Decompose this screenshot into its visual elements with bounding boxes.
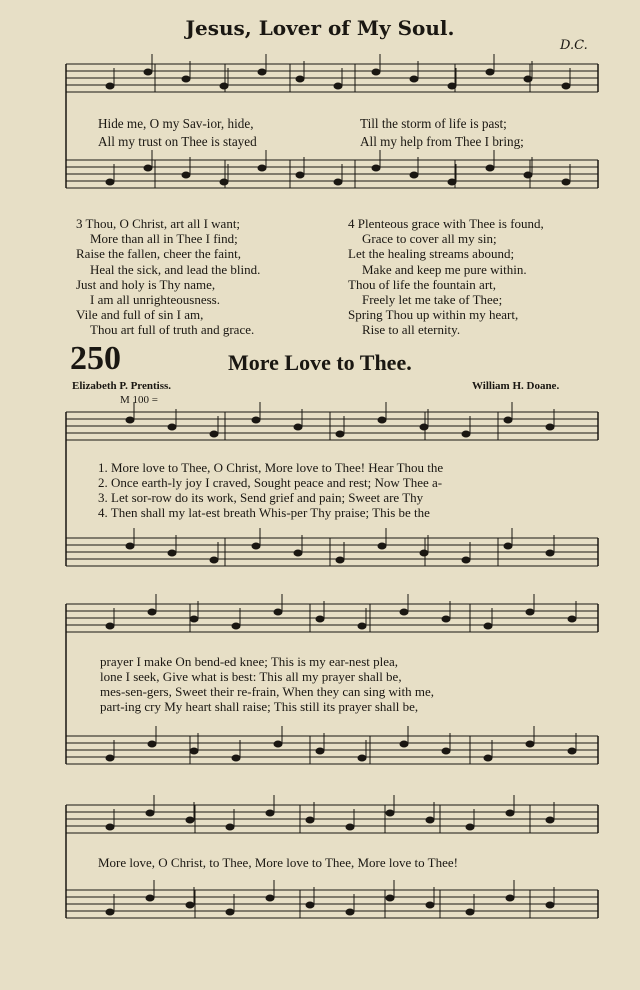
note-head — [386, 895, 394, 901]
note-head — [148, 609, 156, 615]
lyric-verse-line: lone I seek, Give what is best: This all my prayer shall be, — [100, 669, 402, 684]
note-head — [504, 417, 512, 423]
note-head — [258, 69, 266, 75]
da-capo-mark: D.C. — [560, 38, 588, 53]
note-head — [562, 179, 570, 185]
note-head — [358, 623, 366, 629]
note-head — [420, 424, 428, 430]
note-head — [316, 748, 324, 754]
note-head — [168, 550, 176, 556]
lyric-verse-line: prayer I make On bend-ed knee; This is my ear-nest plea, — [100, 654, 399, 669]
note-head — [258, 165, 266, 171]
note-head — [462, 557, 470, 563]
verse-line: Thou of life the fountain art, — [348, 276, 497, 292]
verse-line: Rise to all eternity. — [362, 322, 461, 338]
hymn-title-jesus-lover: Jesus, Lover of My Soul. — [185, 16, 455, 40]
verse-line: Thou art full of truth and grace. — [90, 322, 255, 338]
note-head — [372, 165, 380, 171]
note-head — [266, 810, 274, 816]
note-head — [486, 69, 494, 75]
lyric-verse-line: mes-sen-gers, Sweet their re-frain, When they can sing with me, — [100, 684, 435, 699]
note-head — [484, 623, 492, 629]
note-head — [316, 616, 324, 622]
note-head — [146, 895, 154, 901]
system2-lyrics — [100, 654, 434, 714]
verse-line: Spring Thou up within my heart, — [348, 307, 519, 323]
note-head — [546, 902, 554, 908]
note-head — [466, 824, 474, 830]
verse-line: Make and keep me pure within. — [362, 261, 527, 277]
note-head — [148, 741, 156, 747]
verse-line: Freely let me take of Thee; — [362, 292, 503, 308]
note-head — [182, 76, 190, 82]
verse-line: Vile and full of sin I am, — [76, 307, 204, 323]
note-head — [462, 431, 470, 437]
note-head — [526, 609, 534, 615]
tempo-mark: M 100 = — [120, 394, 158, 406]
verse-line: Heal the sick, and lead the blind. — [90, 261, 261, 277]
note-head — [400, 609, 408, 615]
note-head — [386, 810, 394, 816]
hymn-number: 250 — [70, 340, 121, 377]
note-head — [568, 748, 576, 754]
system1-lyrics — [98, 460, 443, 520]
lyric-verse-line: 3. Let sor-row do its work, Send grief and pain; Sweet are Thy — [98, 490, 424, 505]
note-head — [106, 909, 114, 915]
note-head — [220, 83, 228, 89]
verse-4 — [348, 216, 544, 338]
note-head — [378, 543, 386, 549]
verse-line: Let the healing streams abound; — [348, 246, 515, 262]
top-lyric-line1-b: Till the storm of life is past; — [360, 116, 507, 131]
note-head — [220, 179, 228, 185]
note-head — [442, 748, 450, 754]
note-head — [306, 902, 314, 908]
note-head — [182, 172, 190, 178]
note-head — [252, 417, 260, 423]
note-head — [232, 755, 240, 761]
note-head — [448, 83, 456, 89]
hymn-title-more-love: More Love to Thee. — [228, 350, 412, 375]
composer-credit: William H. Doane. — [472, 380, 560, 392]
note-head — [420, 550, 428, 556]
note-head — [506, 810, 514, 816]
note-head — [274, 741, 282, 747]
verse-line: More than all in Thee I find; — [90, 231, 238, 247]
verse-line: 3 Thou, O Christ, art all I want; — [76, 216, 241, 231]
note-head — [442, 616, 450, 622]
note-head — [190, 616, 198, 622]
note-head — [146, 810, 154, 816]
note-head — [484, 755, 492, 761]
note-head — [358, 755, 366, 761]
note-head — [144, 69, 152, 75]
note-head — [106, 755, 114, 761]
verse-line: 4 Plenteous grace with Thee is found, — [348, 216, 544, 231]
note-head — [210, 431, 218, 437]
note-head — [106, 824, 114, 830]
note-head — [448, 179, 456, 185]
note-head — [106, 623, 114, 629]
system3-lyrics: More love, O Christ, to Thee, More love to Thee, More love to Thee! — [98, 855, 458, 870]
note-head — [524, 76, 532, 82]
note-head — [186, 817, 194, 823]
note-head — [126, 417, 134, 423]
note-head — [562, 83, 570, 89]
note-head — [504, 543, 512, 549]
note-head — [486, 165, 494, 171]
note-head — [306, 817, 314, 823]
author-credit: Elizabeth P. Prentiss. — [72, 380, 172, 392]
note-head — [294, 424, 302, 430]
note-head — [106, 179, 114, 185]
verse-line: Raise the fallen, cheer the faint, — [76, 246, 241, 262]
note-head — [410, 76, 418, 82]
note-head — [226, 824, 234, 830]
note-head — [294, 550, 302, 556]
note-head — [144, 165, 152, 171]
verse-3 — [76, 216, 260, 338]
note-head — [426, 817, 434, 823]
note-head — [186, 902, 194, 908]
note-head — [226, 909, 234, 915]
verse-line: I am all unrighteousness. — [90, 292, 220, 308]
note-head — [378, 417, 386, 423]
verse-line: Grace to cover all my sin; — [362, 231, 497, 247]
note-head — [168, 424, 176, 430]
note-head — [372, 69, 380, 75]
lyric-verse-line: 1. More love to Thee, O Christ, More love to Thee! Hear Thou the — [98, 460, 444, 475]
note-head — [546, 424, 554, 430]
note-head — [546, 817, 554, 823]
note-head — [210, 557, 218, 563]
top-lyric-line1-a: Hide me, O my Sav-ior, hide, — [98, 116, 254, 131]
note-head — [274, 609, 282, 615]
note-head — [232, 623, 240, 629]
note-head — [334, 83, 342, 89]
top-lyric-line2-b: All my help from Thee I bring; — [360, 134, 524, 149]
note-head — [506, 895, 514, 901]
note-head — [334, 179, 342, 185]
note-head — [526, 741, 534, 747]
note-head — [296, 76, 304, 82]
note-head — [336, 557, 344, 563]
note-head — [190, 748, 198, 754]
verse-line: Just and holy is Thy name, — [76, 276, 216, 292]
note-head — [546, 550, 554, 556]
note-head — [336, 431, 344, 437]
lyric-verse-line: part-ing cry My heart shall raise; This still its prayer shall be, — [100, 699, 419, 714]
note-head — [106, 83, 114, 89]
note-head — [524, 172, 532, 178]
note-head — [400, 741, 408, 747]
note-head — [426, 902, 434, 908]
note-head — [266, 895, 274, 901]
note-head — [410, 172, 418, 178]
note-head — [346, 824, 354, 830]
lyric-verse-line: 4. Then shall my lat-est breath Whis-per Thy praise; This be the — [98, 505, 430, 520]
note-head — [466, 909, 474, 915]
note-head — [296, 172, 304, 178]
note-head — [126, 543, 134, 549]
note-head — [252, 543, 260, 549]
note-head — [568, 616, 576, 622]
top-lyric-line2-a: All my trust on Thee is stayed — [98, 134, 257, 149]
lyric-verse-line: 2. Once earth-ly joy I craved, Sought peace and rest; Now Thee a- — [98, 475, 443, 490]
note-head — [346, 909, 354, 915]
